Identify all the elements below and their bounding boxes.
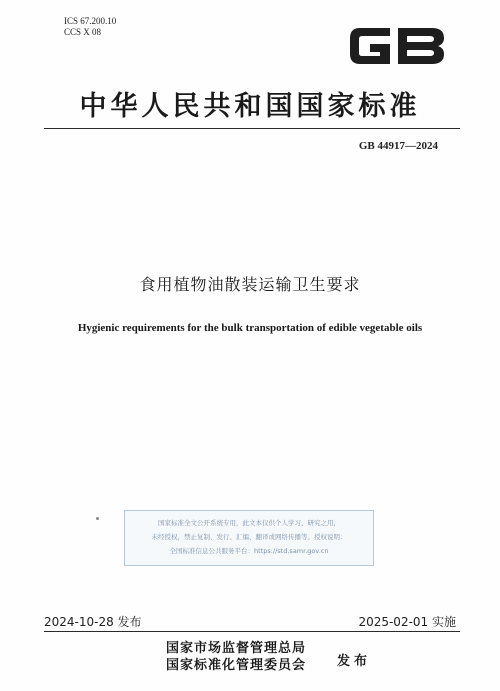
notice-line: 国家标准全文公开系统专用，此文本仅供个人学习、研究之用， bbox=[158, 519, 340, 527]
speck-mark bbox=[96, 517, 99, 520]
issuer-samr: 国家市场监督管理总局 bbox=[166, 641, 307, 656]
notice-line: 未经授权，禁止复制、发行、汇编、翻译或网络传播等。授权说明： bbox=[151, 533, 347, 541]
national-standard-heading: 中华人民共和国国家标准 bbox=[79, 91, 421, 122]
issue-date: 2024-10-28 发布 bbox=[44, 615, 142, 629]
classification-codes bbox=[64, 16, 116, 38]
document-title-chinese: 食用植物油散装运输卫生要求 bbox=[139, 275, 361, 294]
issuing-authorities bbox=[166, 640, 306, 674]
top-divider bbox=[44, 128, 460, 129]
gb-standard-logo-icon bbox=[346, 20, 448, 72]
publish-label: 发布 bbox=[337, 654, 372, 669]
ics-code: ICS 67.200.10 bbox=[64, 16, 117, 26]
ccs-code: CCS X 08 bbox=[64, 27, 102, 37]
copyright-notice-stamp bbox=[124, 510, 374, 566]
implementation-date: 2025-02-01 实施 bbox=[358, 615, 456, 629]
bottom-divider bbox=[44, 631, 460, 632]
standard-number: GB 44917—2024 bbox=[358, 140, 438, 152]
document-title-english: Hygienic requirements for the bulk transportation of edible vegetable oils bbox=[77, 322, 423, 334]
notice-line: 全国标准信息公共服务平台：https://std.samr.gov.cn bbox=[169, 547, 329, 555]
issuer-sac: 国家标准化管理委员会 bbox=[166, 658, 307, 673]
